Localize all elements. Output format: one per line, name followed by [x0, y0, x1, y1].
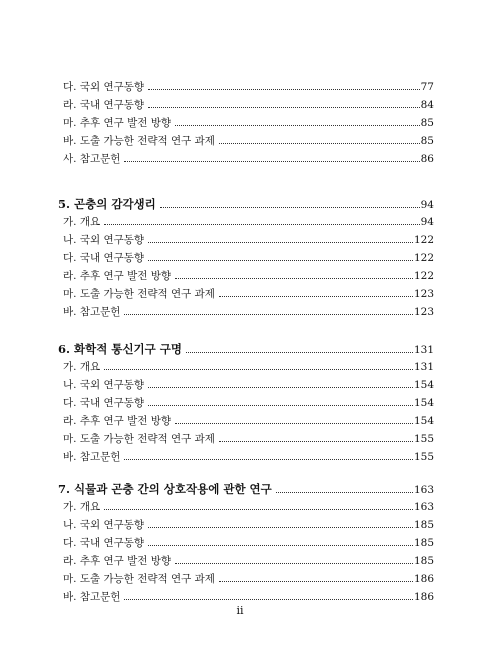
dot-leader — [148, 545, 413, 546]
toc-entry[interactable] — [63, 432, 434, 447]
toc-entry-page: 131 — [413, 361, 434, 373]
toc-entry-page: 163 — [413, 501, 434, 513]
toc-heading-label: 6. 화학적 통신기구 구명 — [58, 342, 182, 356]
toc-entry[interactable] — [63, 98, 434, 113]
toc-entry[interactable] — [63, 500, 434, 515]
toc-entry-label: 나. 국외 연구동향 — [63, 519, 145, 531]
dot-leader — [219, 296, 413, 297]
toc-section-heading[interactable] — [58, 342, 434, 357]
dot-leader — [148, 387, 413, 388]
toc-entry-page: 123 — [413, 306, 434, 318]
toc-entry[interactable] — [63, 536, 434, 551]
dot-leader — [186, 352, 413, 353]
toc-heading-page: 94 — [420, 199, 434, 211]
toc-entry-label: 다. 국외 연구동향 — [63, 81, 145, 93]
toc-entry-page: 122 — [413, 234, 434, 246]
toc-entry[interactable] — [63, 152, 434, 167]
toc-entry-label: 라. 국내 연구동향 — [63, 99, 145, 111]
toc-entry[interactable] — [63, 378, 434, 393]
toc-entry[interactable] — [63, 450, 434, 465]
toc-entry-label: 마. 도출 가능한 전략적 연구 과제 — [63, 433, 215, 445]
toc-entry-label: 나. 국외 연구동향 — [63, 234, 145, 246]
toc-entry-label: 다. 국내 연구동향 — [63, 397, 145, 409]
toc-entry-page: 85 — [420, 135, 434, 147]
toc-heading-page: 131 — [413, 344, 434, 356]
toc-entry-label: 라. 추후 연구 발전 방향 — [63, 415, 171, 427]
toc-entry-page: 85 — [420, 117, 434, 129]
footer-page-number: ii — [236, 604, 244, 617]
toc-entry-page: 122 — [413, 270, 434, 282]
toc-entry-page: 186 — [413, 591, 434, 603]
toc-entry-label: 가. 개요 — [63, 501, 101, 513]
toc-entry-page: 77 — [420, 81, 434, 93]
toc-entry[interactable] — [63, 269, 434, 284]
toc-entry-label: 바. 참고문헌 — [63, 591, 121, 603]
dot-leader — [276, 492, 413, 493]
toc-section-heading[interactable] — [58, 197, 434, 212]
toc-entry-page: 94 — [420, 216, 434, 228]
dot-leader — [148, 527, 413, 528]
dot-leader — [124, 314, 413, 315]
dot-leader — [175, 423, 413, 424]
dot-leader — [160, 207, 420, 208]
dot-leader — [175, 125, 420, 126]
toc-entry-page: 155 — [413, 451, 434, 463]
toc-entry-label: 라. 추후 연구 발전 방향 — [63, 555, 171, 567]
toc-entry[interactable] — [63, 116, 434, 131]
toc-entry-label: 다. 국내 연구동향 — [63, 252, 145, 264]
toc-entry[interactable] — [63, 360, 434, 375]
toc-entry-label: 마. 도출 가능한 전략적 연구 과제 — [63, 573, 215, 585]
dot-leader — [148, 107, 420, 108]
toc-entry-page: 186 — [413, 573, 434, 585]
toc-entry-page: 154 — [413, 397, 434, 409]
toc-entry-page: 154 — [413, 415, 434, 427]
toc-entry-page: 185 — [413, 537, 434, 549]
dot-leader — [124, 599, 413, 600]
dot-leader — [148, 405, 413, 406]
toc-entry[interactable] — [63, 233, 434, 248]
toc-entry-page: 122 — [413, 252, 434, 264]
toc-entry[interactable] — [63, 518, 434, 533]
toc-entry[interactable] — [63, 414, 434, 429]
dot-leader — [175, 278, 413, 279]
toc-heading-label: 7. 식물과 곤충 간의 상호작용에 관한 연구 — [58, 482, 272, 496]
toc-entry-label: 가. 개요 — [63, 361, 101, 373]
toc-entry-page: 155 — [413, 433, 434, 445]
dot-leader — [104, 224, 420, 225]
dot-leader — [124, 161, 419, 162]
toc-entry[interactable] — [63, 80, 434, 95]
dot-leader — [104, 509, 413, 510]
toc-entry-label: 바. 참고문헌 — [63, 306, 121, 318]
dot-leader — [219, 581, 413, 582]
dot-leader — [104, 369, 413, 370]
dot-leader — [124, 459, 413, 460]
dot-leader — [148, 89, 420, 90]
toc-entry[interactable] — [63, 251, 434, 266]
toc-heading-label: 5. 곤충의 감각생리 — [58, 197, 156, 211]
toc-entry-label: 마. 도출 가능한 전략적 연구 과제 — [63, 288, 215, 300]
toc-entry-page: 86 — [420, 153, 434, 165]
dot-leader — [148, 260, 413, 261]
toc-section-heading[interactable] — [58, 482, 434, 497]
toc-entry-label: 바. 참고문헌 — [63, 451, 121, 463]
toc-entry-page: 185 — [413, 519, 434, 531]
toc-entry[interactable] — [63, 134, 434, 149]
toc-entry-label: 나. 국외 연구동향 — [63, 379, 145, 391]
toc-entry-label: 바. 도출 가능한 전략적 연구 과제 — [63, 135, 215, 147]
toc-entry-page: 154 — [413, 379, 434, 391]
toc-entry-label: 사. 참고문헌 — [63, 153, 121, 165]
toc-entry[interactable] — [63, 287, 434, 302]
dot-leader — [175, 563, 413, 564]
toc-entry-page: 123 — [413, 288, 434, 300]
toc-entry[interactable] — [63, 590, 434, 605]
toc-entry[interactable] — [63, 396, 434, 411]
toc-entry[interactable] — [63, 572, 434, 587]
dot-leader — [219, 143, 420, 144]
toc-entry[interactable] — [63, 215, 434, 230]
toc-entry-page: 185 — [413, 555, 434, 567]
toc-entry-label: 가. 개요 — [63, 216, 101, 228]
toc-entry[interactable] — [63, 305, 434, 320]
toc-entry-label: 마. 추후 연구 발전 방향 — [63, 117, 171, 129]
toc-entry-label: 다. 국내 연구동향 — [63, 537, 145, 549]
toc-entry-label: 라. 추후 연구 발전 방향 — [63, 270, 171, 282]
toc-entry-page: 84 — [420, 99, 434, 111]
toc-entry[interactable] — [63, 554, 434, 569]
dot-leader — [219, 441, 413, 442]
toc-heading-page: 163 — [413, 484, 434, 496]
dot-leader — [148, 242, 413, 243]
